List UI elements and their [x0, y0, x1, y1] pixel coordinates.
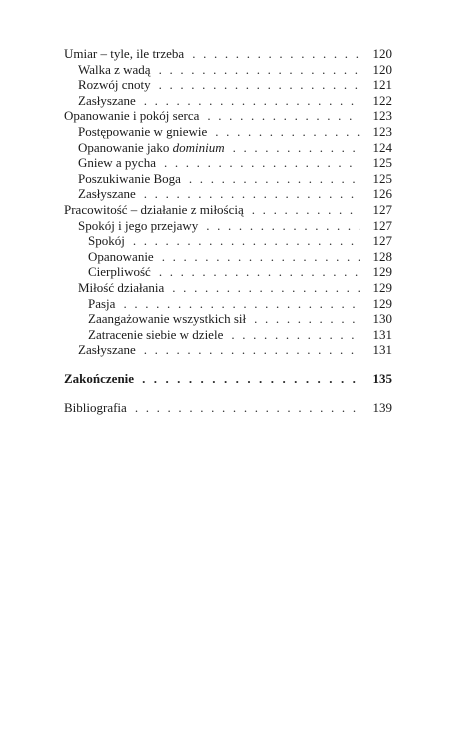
dot-leader: [233, 140, 360, 156]
dot-leader: [215, 124, 360, 140]
toc-entry-title: Umiar – tyle, ile trzeba: [64, 46, 185, 61]
toc-page-number: 129: [372, 295, 392, 311]
toc-entry-title: Opanowanie i pokój serca: [64, 108, 200, 124]
toc-page-number: 122: [372, 92, 392, 108]
toc-entry-rozwoj-cnoty[interactable]: [64, 77, 392, 93]
toc-entry-zaslyszane-3[interactable]: [64, 342, 392, 358]
dot-leader: [172, 280, 360, 296]
toc-page-number: 120: [372, 61, 392, 77]
dot-leader: [144, 342, 360, 358]
toc-page-number: 126: [372, 186, 392, 202]
toc-page-number: 124: [372, 139, 392, 155]
toc-entry-title: Opanowanie: [88, 248, 154, 264]
toc-page-number: 129: [372, 264, 392, 280]
toc-entry-spokoj[interactable]: [64, 233, 392, 249]
toc-entry-title-emphasis: dominium: [172, 139, 225, 155]
toc-entry-spokoj-i-jego-przejawy[interactable]: [64, 218, 392, 234]
dot-leader: [144, 186, 360, 202]
dot-leader: [135, 400, 364, 416]
dot-leader: [206, 218, 360, 234]
toc-page-number: 123: [372, 108, 392, 124]
dot-leader: [252, 202, 360, 218]
toc-page-number: 139: [372, 399, 392, 415]
toc-page-number: 127: [372, 217, 392, 233]
toc-entry-title: Pasja: [88, 295, 116, 311]
toc-entry-title-prefix: Opanowanie jako: [78, 139, 173, 155]
toc-entry-title: Bibliografia: [64, 399, 127, 415]
toc-entry-title: Zasłyszane: [78, 92, 136, 108]
toc-entry-zaslyszane-2[interactable]: [64, 186, 392, 202]
toc-entry-title: Zaangażowanie wszystkich sił: [88, 311, 247, 327]
dot-leader: [231, 327, 360, 343]
dot-leader: [142, 370, 360, 388]
dot-leader: [162, 249, 360, 265]
toc-page-number: 135: [372, 370, 392, 386]
toc-entry-title: Walka z wadą: [78, 61, 151, 77]
toc-page-number: 123: [372, 123, 392, 139]
toc-page-number: 127: [372, 233, 392, 249]
dot-leader: [164, 155, 360, 171]
toc-page-number: 131: [372, 342, 392, 358]
toc-chapter-title: Zakończenie: [64, 370, 135, 386]
toc-entry-title: Zasłyszane: [78, 342, 136, 358]
toc-entry-title: Zasłyszane: [78, 186, 136, 202]
dot-leader: [189, 171, 360, 187]
toc-entry-title: Miłość działania: [78, 279, 165, 295]
toc-page-number: 127: [372, 201, 392, 217]
toc-entry-opanowanie[interactable]: [64, 249, 392, 265]
toc-entry-opanowanie-jako-dominium[interactable]: [64, 140, 392, 156]
toc-entry-postepowanie-w-gniewie[interactable]: [64, 124, 392, 140]
dot-leader: [144, 93, 360, 109]
toc-page-number: 131: [372, 326, 392, 342]
toc-entry-title: Poszukiwanie Boga: [78, 170, 181, 186]
toc-entry-umiar[interactable]: [64, 46, 392, 62]
toc-entry-title: Zatracenie siebie w dziele: [88, 326, 224, 342]
toc-entry-title: [78, 140, 225, 156]
toc-entry-poszukiwanie-boga[interactable]: [64, 171, 392, 187]
toc-entry-pasja[interactable]: [64, 296, 392, 312]
toc-page-number: 129: [372, 279, 392, 295]
toc-page-number: 125: [372, 170, 392, 186]
toc-entry-zaangazowanie[interactable]: [64, 311, 392, 327]
dot-leader: [254, 311, 360, 327]
toc-entry-opanowanie-i-pokoj-serca[interactable]: [64, 108, 392, 124]
dot-leader: [159, 264, 360, 280]
toc-entry-zaslyszane-1[interactable]: [64, 93, 392, 109]
toc-entry-title: Rozwój cnoty: [78, 77, 151, 93]
toc-page-number: 121: [372, 77, 392, 93]
toc-page-number: 130: [372, 311, 392, 327]
toc-page-number: 120: [372, 46, 392, 61]
toc-entry-title: Cierpliwość: [88, 264, 151, 280]
dot-leader: [159, 62, 360, 78]
toc-entry-milosc-dzialania[interactable]: [64, 280, 392, 296]
toc-entry-title: Spokój i jego przejawy: [78, 217, 199, 233]
dot-leader: [207, 108, 360, 124]
toc-entry-title: Gniew a pycha: [78, 155, 156, 171]
toc-entry-bibliografia[interactable]: [64, 400, 392, 416]
toc-entry-pracowitosc[interactable]: [64, 202, 392, 218]
dot-leader: [159, 77, 360, 93]
toc-entry-walka-z-wada[interactable]: [64, 62, 392, 78]
table-of-contents: [64, 46, 392, 415]
toc-page-number: 125: [372, 155, 392, 171]
dot-leader: [123, 296, 360, 312]
toc-entry-zatracenie-siebie[interactable]: [64, 327, 392, 343]
toc-entry-title: Postępowanie w gniewie: [78, 123, 208, 139]
toc-entry-gniew-a-pycha[interactable]: [64, 155, 392, 171]
dot-leader: [133, 233, 360, 249]
toc-page-number: 128: [372, 248, 392, 264]
toc-chapter-zakonczenie[interactable]: [64, 370, 392, 388]
dot-leader: [192, 46, 360, 62]
toc-entry-title: Pracowitość – działanie z miłością: [64, 201, 244, 217]
toc-entry-cierpliwosc[interactable]: [64, 264, 392, 280]
toc-entry-title: Spokój: [88, 233, 125, 249]
